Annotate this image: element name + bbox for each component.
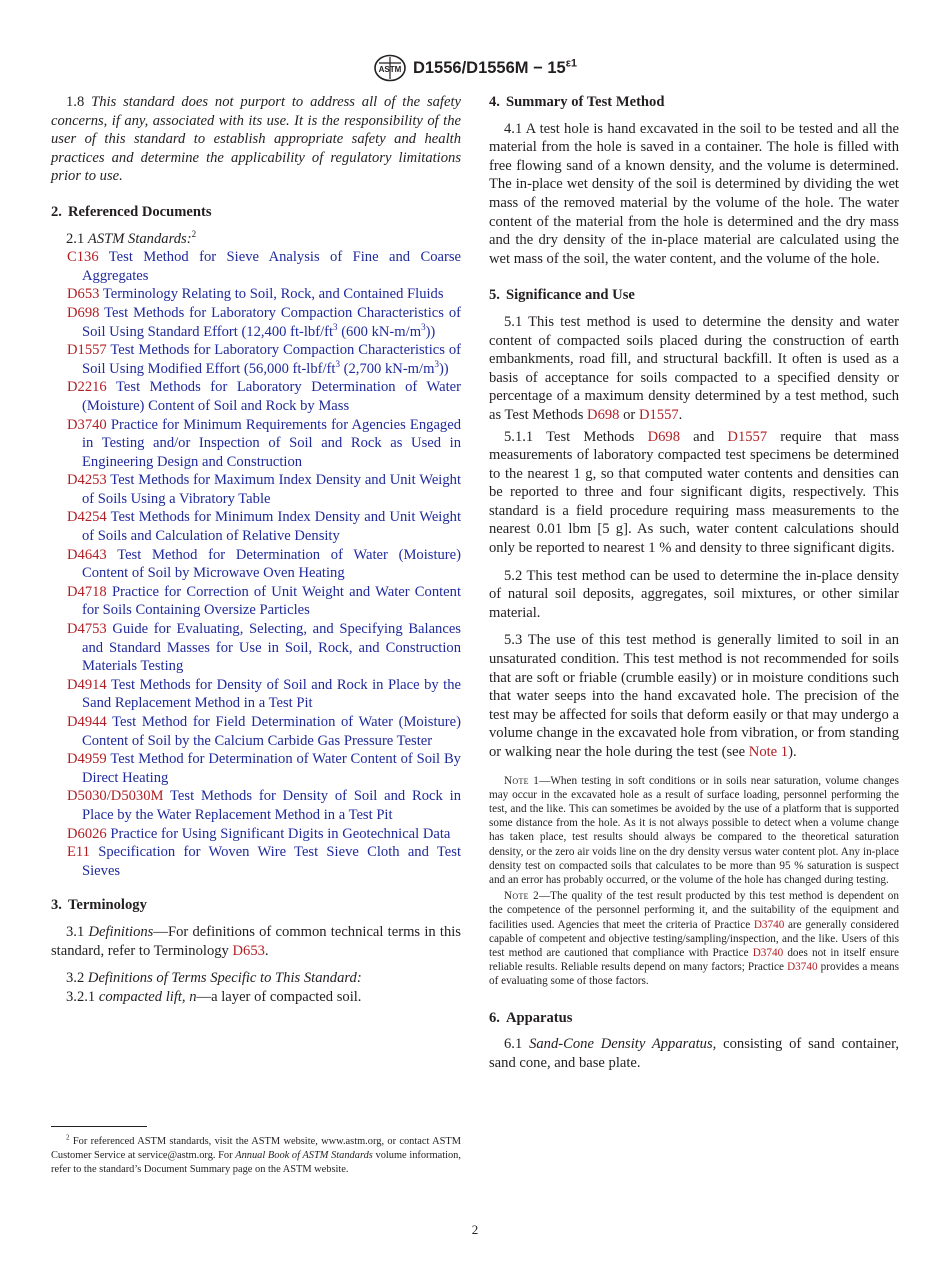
reference-item[interactable]: D4643 Test Method for Determination of Water (Moisture) Content of Soil by Microwave Oven Heating [67, 546, 461, 582]
paragraph-4-1: 4.1 A test hole is hand excavated in the soil to be tested and all the material from the hole is saved in a container. The hole is filled with free flowing sand of a known density, and the volume is determined. The in-place wet density of the soil is determined by dividing the wet mass of the removed material by the volume of the hole. The water content of the material from the hole is determined and the dry mass and the dry density of the in-place material are calculated using the wet mass of the soil, the water content, and the volume of the hole. [489, 120, 899, 267]
section-5-heading: 5. Significance and Use [489, 287, 635, 304]
reference-item[interactable]: D4254 Test Methods for Minimum Index Density and Unit Weight of Soils and Calculation of Relative Density [67, 509, 461, 545]
page-number: 2 [471, 1222, 479, 1237]
footnote-divider [51, 1126, 147, 1127]
left-column [51, 93, 461, 1006]
paragraph-5-2: 5.2 This test method can be used to determine the in-place density of natural soil deposits, aggregates, soil mixtures, or other similar material. [489, 567, 899, 621]
paragraph-3-2-1: 3.2.1 compacted lift, n—a layer of compacted soil. [66, 988, 362, 1005]
standard-designation: $D1556/D1556M - 15^{\varepsilon 1}$ [412, 57, 578, 77]
footnote: $^2$ For referenced ASTM standards, visit the ASTM website, www.astm.org, or contact ASTM Customer Service at service@astm.org. For Annual Book of ASTM Standards volume information, refer to the standard’s Document Summary page on the ASTM website. [51, 1133, 461, 1175]
paragraph-5-1-1: 5.1.1 Test Methods D698 and D1557 require that mass measurements of laboratory compacted test specimens be determined to the nearest 1 g, so that computed water contents and densities can be reported to three and four significant digits, respectively. This standard is a field procedure requiring mass measurements to the nearest 0.01 lbm [5 g]. As such, water content calculations should only be reported to nearest 1 % and density to three significant digits. [489, 428, 899, 557]
reference-item[interactable]: D4944 Test Method for Field Determination of Water (Moisture) Content of Soil by the Calcium Carbide Gas Pressure Tester [67, 714, 461, 749]
reference-item[interactable]: D4959 Test Method for Determination of Water Content of Soil By Direct Heating [67, 751, 461, 786]
reference-item[interactable]: D4753 Guide for Evaluating, Selecting, and Specifying Balances and Standard Masses for Use in Soil, Rock, and Construction Materials Testing [67, 621, 461, 675]
paragraph-5-1: 5.1 This test method is used to determine the density and water content of compacted soils placed during the construction of earth embankments, road fill, and structural backfill. It often is used as a basis of acceptance for soils compacted to a specified density or percentage of a maximum density determined by a test method, such as Test Methods D698 or D1557. [489, 313, 899, 423]
note-1-link[interactable]: Note 1 [748, 744, 789, 760]
terminology-link[interactable]: D653 [232, 942, 265, 959]
d1557-link[interactable]: D1557 [727, 428, 768, 445]
note-1: Note 1—When testing in soft conditions or in soils near saturation, volume changes may occur in the excavated hole as a result of surface loading, personnel performing the test, and the like. This can sometimes be avoided by the use of a platform that is supported some distance from the hole. As it is not always possible to detect when a volume change has taken place, test results should always be compared to the theoretical saturation density, or the zero air voids line on the dry density versus water content plot. Any in-place density test on compacted soils that calculates to be more than 95 % saturation is suspect and an error has probably occurred, or the volume of the hole has changed during testing. [489, 774, 899, 887]
page-header [0, 54, 950, 82]
reference-item[interactable]: D4914 Test Methods for Density of Soil and Rock in Place by the Sand Replacement Method in a Test Pit [67, 676, 462, 712]
section-6-heading: 6. Apparatus [489, 1009, 573, 1026]
svg-text:ASTM: ASTM [378, 65, 402, 74]
d3740-link[interactable]: D3740 [787, 961, 818, 974]
right-column [489, 93, 899, 1072]
paragraph-3-2: 3.2 Definitions of Terms Specific to This Standard: [66, 970, 362, 987]
reference-item[interactable]: D6026 Practice for Using Significant Digits in Geotechnical Data [67, 825, 451, 842]
paragraph-6-1: 6.1 Sand-Cone Density Apparatus, consisting of sand container, sand cone, and base plate. [489, 1036, 899, 1071]
paragraph-2-1: 2.1 ASTM Standards:$^2$ [66, 228, 197, 247]
d3740-link[interactable]: D3740 [752, 947, 784, 960]
d698-link[interactable]: D698 [587, 406, 620, 423]
section-4-heading: 4. Summary of Test Method [489, 94, 665, 110]
section-2-heading: 2. Referenced Documents [51, 203, 212, 220]
section-3-heading: 3. Terminology [51, 897, 147, 914]
note-2: Note 2—The quality of the test result producted by this test method is dependent on the competence of the personnel performing it, and the suitability of the equipment and facilities used. Agencies that meet the criteria of Practice D3740 are generally considered capable of competent and objective testing/sampling/inspection, and the like. Users of this test method are cautioned that compliance with Practice D3740 does not in itself ensure reliable results. Reliable results depend on many factors; Practice D3740 provides a means of evaluating some of those factors. [489, 890, 899, 988]
reference-item[interactable]: D2216 Test Methods for Laboratory Determination of Water (Moisture) Content of Soil and Rock by Mass [67, 379, 461, 414]
paragraph-1-8: 1.8 This standard does not purport to address all of the safety concerns, if any, associated with its use. It is the responsibility of the user of this standard to establish appropriate safety and health practices and determine the applicability of regulatory limitations prior to use. [51, 94, 461, 185]
reference-item[interactable]: D4718 Practice for Correction of Unit Weight and Water Content for Soils Containing Oversize Particles [67, 583, 461, 619]
d698-link[interactable]: D698 [647, 428, 681, 445]
reference-item[interactable]: D1557 Test Methods for Laboratory Compaction Characteristics of Soil Using Modified Effort (56,000 $ft-lbf/ft^3$ (2,700 $kN-m/m^3$)) [67, 342, 461, 377]
reference-item[interactable]: D4253 Test Methods for Maximum Index Density and Unit Weight of Soils Using a Vibratory Table [67, 472, 462, 507]
reference-item[interactable]: D698 Test Methods for Laboratory Compaction Characteristics of Soil Using Standard Effort (12,400 $ft-lbf/ft^3$ (600 $kN-m/m^3$)) [67, 304, 461, 340]
d1557-link[interactable]: D1557 [638, 406, 679, 423]
paragraph-5-3: 5.3 The use of this test method is generally limited to soil in an unsaturated condition. This test method is not recommended for soils that are soft or friable (crumble easily) or in moisture conditions such that water seeps into the hand excavated hole. The precision of the test may be affected for soils that deform easily or that may undergo a volume change in the excavated hole from vibration, or from standing or walking near the hole during the test (see Note 1). [489, 632, 899, 760]
reference-item[interactable]: D653 Terminology Relating to Soil, Rock, and Contained Fluids [67, 286, 444, 303]
reference-list [51, 248, 461, 880]
d3740-link[interactable]: D3740 [753, 918, 785, 931]
reference-item[interactable]: D3740 Practice for Minimum Requirements for Agencies Engaged in Testing and/or Inspection of Soil and Rock as Used in Engineering Design and Construction [67, 416, 461, 470]
reference-item[interactable]: D5030/D5030M Test Methods for Density of Soil and Rock in Place by the Water Replacement Method in a Test Pit [67, 788, 461, 823]
astm-logo-icon [373, 54, 407, 82]
reference-item[interactable]: E11 Specification for Woven Wire Test Sieve Cloth and Test Sieves [67, 844, 461, 879]
paragraph-3-1: 3.1 Definitions—For definitions of common technical terms in this standard, refer to Terminology D653. [51, 923, 461, 959]
reference-item[interactable]: C136 Test Method for Sieve Analysis of Fine and Coarse Aggregates [67, 249, 461, 284]
